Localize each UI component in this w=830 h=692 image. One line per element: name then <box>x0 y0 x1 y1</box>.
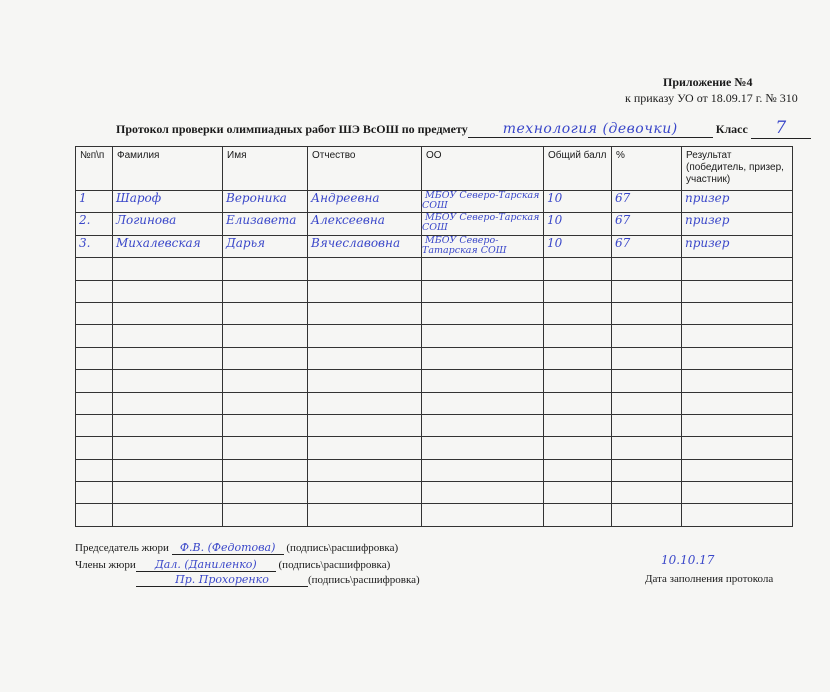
table-row <box>76 280 793 302</box>
cell-percent-value <box>612 504 615 518</box>
cell-school-value <box>422 280 425 291</box>
cell-result <box>682 437 793 459</box>
cell-school-value <box>422 414 425 425</box>
cell-patronymic-value <box>308 325 311 339</box>
cell-name-value <box>223 303 226 317</box>
cell-number-value <box>76 303 79 317</box>
cell-total-score <box>544 459 612 481</box>
cell-patronymic <box>308 235 422 257</box>
cell-school <box>422 482 544 504</box>
cell-number-value <box>76 482 79 496</box>
cell-school <box>422 235 544 257</box>
cell-total-score-value: 10 <box>547 213 563 228</box>
cell-name-value <box>223 393 226 407</box>
cell-percent-value: 67 <box>615 235 631 250</box>
table-row <box>76 482 793 504</box>
cell-surname-value <box>113 370 116 384</box>
cell-percent <box>612 325 682 347</box>
cell-school <box>422 191 544 213</box>
table-row <box>76 414 793 436</box>
cell-name-value <box>223 437 226 451</box>
chair-line <box>75 541 398 555</box>
cell-surname <box>113 191 223 213</box>
cell-total-score-value <box>544 393 547 407</box>
cell-number <box>76 347 113 369</box>
cell-patronymic <box>308 347 422 369</box>
cell-surname-value <box>113 258 116 272</box>
cell-result <box>682 325 793 347</box>
cell-result <box>682 370 793 392</box>
col-header-patronymic: Отчество <box>308 147 422 191</box>
col-header-number: №п\п <box>76 147 113 191</box>
cell-school <box>422 504 544 526</box>
cell-result <box>682 347 793 369</box>
cell-number <box>76 325 113 347</box>
cell-number-value: 3. <box>79 235 91 250</box>
cell-percent <box>612 258 682 280</box>
cell-percent-value <box>612 325 615 339</box>
class-field: 7 <box>751 118 811 139</box>
cell-name <box>223 347 308 369</box>
cell-school <box>422 392 544 414</box>
cell-result-value: призер <box>685 213 730 228</box>
cell-surname-value <box>113 437 116 451</box>
cell-result-value <box>682 393 685 407</box>
cell-percent-value: 67 <box>615 213 631 228</box>
cell-total-score-value: 10 <box>547 235 563 250</box>
cell-total-score-value <box>544 370 547 384</box>
cell-surname-value: Шароф <box>116 191 162 205</box>
cell-name-value <box>223 415 226 429</box>
cell-surname <box>113 213 223 235</box>
chair-signature: Ф.В. (Федотова) <box>172 541 284 555</box>
table-row <box>76 437 793 459</box>
cell-percent-value <box>612 393 615 407</box>
cell-school-value <box>422 482 425 493</box>
cell-total-score-value <box>544 437 547 451</box>
cell-number-value <box>76 504 79 518</box>
member2-signature: Пр. Прохоренко <box>136 573 308 587</box>
col-header-percent: % <box>612 147 682 191</box>
cell-school <box>422 414 544 436</box>
cell-percent-value <box>612 415 615 429</box>
col-header-surname: Фамилия <box>113 147 223 191</box>
cell-total-score <box>544 437 612 459</box>
cell-surname <box>113 504 223 526</box>
cell-result <box>682 482 793 504</box>
cell-patronymic-value <box>308 504 311 518</box>
cell-percent <box>612 414 682 436</box>
cell-total-score <box>544 280 612 302</box>
table-row <box>76 302 793 324</box>
cell-number-value <box>76 348 79 362</box>
cell-patronymic-value <box>308 393 311 407</box>
cell-percent-value <box>612 281 615 295</box>
cell-total-score <box>544 370 612 392</box>
cell-result <box>682 459 793 481</box>
cell-patronymic <box>308 325 422 347</box>
cell-name <box>223 459 308 481</box>
cell-name-value: Елизавета <box>226 213 297 228</box>
cell-percent <box>612 235 682 257</box>
cell-total-score <box>544 504 612 526</box>
cell-total-score-value: 10 <box>547 191 563 205</box>
cell-surname-value <box>113 393 116 407</box>
cell-percent <box>612 347 682 369</box>
cell-result <box>682 280 793 302</box>
cell-patronymic <box>308 392 422 414</box>
col-header-name: Имя <box>223 147 308 191</box>
cell-result-value <box>682 460 685 474</box>
cell-percent-value <box>612 258 615 272</box>
cell-patronymic <box>308 258 422 280</box>
cell-result-value <box>682 258 685 272</box>
cell-result <box>682 213 793 235</box>
cell-school <box>422 459 544 481</box>
cell-number-value <box>76 281 79 295</box>
col-header-total-score: Общий балл <box>544 147 612 191</box>
cell-surname <box>113 370 223 392</box>
protocol-heading <box>116 118 811 139</box>
cell-patronymic <box>308 482 422 504</box>
cell-patronymic-value <box>308 437 311 451</box>
cell-surname <box>113 325 223 347</box>
cell-surname-value <box>113 504 116 518</box>
cell-surname <box>113 437 223 459</box>
cell-result-value <box>682 504 685 518</box>
cell-name <box>223 258 308 280</box>
cell-total-score <box>544 235 612 257</box>
cell-school-value <box>422 302 425 313</box>
date-label: Дата заполнения протокола <box>645 573 774 585</box>
cell-result-value: призер <box>685 191 730 205</box>
cell-percent <box>612 280 682 302</box>
cell-number-value <box>76 437 79 451</box>
cell-number <box>76 302 113 324</box>
cell-patronymic-value: Вячеславовна <box>311 235 401 250</box>
cell-surname <box>113 235 223 257</box>
class-label: Класс <box>715 122 748 136</box>
cell-school-value <box>422 347 425 358</box>
cell-surname-value: Логинова <box>116 213 177 228</box>
cell-total-score-value <box>544 281 547 295</box>
cell-total-score <box>544 302 612 324</box>
cell-name <box>223 191 308 213</box>
cell-percent <box>612 370 682 392</box>
cell-surname <box>113 392 223 414</box>
cell-name <box>223 325 308 347</box>
cell-total-score <box>544 191 612 213</box>
col-header-result: Результат (победитель, призер, участник) <box>682 147 793 191</box>
cell-surname-value <box>113 325 116 339</box>
cell-patronymic-value <box>308 281 311 295</box>
table-header-row <box>76 147 793 191</box>
cell-surname <box>113 414 223 436</box>
cell-school-value: МБОУ Северо-Татарская СОШ <box>422 235 507 256</box>
cell-total-score <box>544 482 612 504</box>
cell-total-score <box>544 414 612 436</box>
cell-result <box>682 414 793 436</box>
cell-total-score-value <box>544 303 547 317</box>
cell-percent <box>612 302 682 324</box>
cell-number <box>76 504 113 526</box>
cell-patronymic <box>308 370 422 392</box>
cell-school-value: МБОУ Северо-Тарская СОШ <box>422 190 540 211</box>
member2-line <box>136 573 420 587</box>
cell-name <box>223 302 308 324</box>
cell-percent <box>612 504 682 526</box>
cell-patronymic-value <box>308 460 311 474</box>
cell-school-value <box>422 392 425 403</box>
table-row <box>76 370 793 392</box>
cell-surname-value <box>113 281 116 295</box>
cell-number-value <box>76 325 79 339</box>
cell-surname <box>113 482 223 504</box>
chair-suffix: (подпись\расшифровка) <box>286 542 399 554</box>
cell-name <box>223 213 308 235</box>
results-table <box>75 146 793 527</box>
cell-name <box>223 280 308 302</box>
cell-school-value <box>422 325 425 336</box>
cell-number <box>76 213 113 235</box>
cell-result <box>682 302 793 324</box>
cell-patronymic <box>308 414 422 436</box>
cell-surname <box>113 459 223 481</box>
cell-percent-value <box>612 348 615 362</box>
table-row <box>76 191 793 213</box>
cell-school <box>422 302 544 324</box>
member1-signature: Дал. (Даниленко) <box>136 558 276 572</box>
cell-number-value <box>76 415 79 429</box>
cell-percent-value <box>612 460 615 474</box>
table-row <box>76 347 793 369</box>
cell-patronymic-value <box>308 370 311 384</box>
cell-school <box>422 437 544 459</box>
cell-result <box>682 235 793 257</box>
cell-total-score-value <box>544 325 547 339</box>
cell-surname <box>113 302 223 324</box>
cell-school-value <box>422 504 425 515</box>
table-row <box>76 392 793 414</box>
cell-name <box>223 414 308 436</box>
cell-number <box>76 370 113 392</box>
cell-number <box>76 482 113 504</box>
cell-name-value <box>223 370 226 384</box>
protocol-text: Протокол проверки олимпиадных работ ШЭ ВсОШ по предмету <box>116 122 468 136</box>
cell-patronymic <box>308 191 422 213</box>
cell-total-score <box>544 258 612 280</box>
cell-total-score-value <box>544 348 547 362</box>
cell-name <box>223 235 308 257</box>
cell-percent-value <box>612 482 615 496</box>
cell-school <box>422 213 544 235</box>
cell-result-value <box>682 415 685 429</box>
chair-label: Председатель жюри <box>75 542 169 554</box>
cell-name-value <box>223 348 226 362</box>
cell-number <box>76 280 113 302</box>
cell-percent <box>612 459 682 481</box>
cell-patronymic <box>308 437 422 459</box>
cell-school <box>422 280 544 302</box>
cell-patronymic <box>308 280 422 302</box>
cell-name-value: Вероника <box>226 191 287 205</box>
cell-school-value: МБОУ Северо-Тарская СОШ <box>422 212 540 234</box>
cell-name <box>223 370 308 392</box>
cell-total-score-value <box>544 258 547 272</box>
cell-result-value <box>682 482 685 496</box>
cell-percent <box>612 191 682 213</box>
cell-name-value <box>223 482 226 496</box>
cell-patronymic-value: Андреевна <box>311 191 380 205</box>
cell-name <box>223 437 308 459</box>
cell-name-value <box>223 504 226 518</box>
cell-patronymic <box>308 302 422 324</box>
cell-percent <box>612 482 682 504</box>
cell-patronymic <box>308 504 422 526</box>
cell-percent-value <box>612 370 615 384</box>
cell-number <box>76 258 113 280</box>
cell-result <box>682 191 793 213</box>
cell-surname-value <box>113 460 116 474</box>
subject-field: технология (девочки) <box>468 121 713 138</box>
cell-percent <box>612 213 682 235</box>
cell-surname <box>113 280 223 302</box>
cell-result-value <box>682 437 685 451</box>
cell-school <box>422 325 544 347</box>
cell-number <box>76 459 113 481</box>
members-label: Члены жюри <box>75 559 136 571</box>
cell-total-score <box>544 325 612 347</box>
cell-number-value: 2. <box>79 213 91 228</box>
cell-name-value <box>223 460 226 474</box>
cell-percent <box>612 437 682 459</box>
member2-suffix: (подпись\расшифровка) <box>308 574 420 586</box>
cell-result-value <box>682 303 685 317</box>
cell-name <box>223 504 308 526</box>
cell-patronymic <box>308 459 422 481</box>
cell-surname-value <box>113 303 116 317</box>
cell-surname-value <box>113 348 116 362</box>
cell-patronymic <box>308 213 422 235</box>
cell-total-score-value <box>544 460 547 474</box>
cell-name-value <box>223 325 226 339</box>
cell-result-value <box>682 348 685 362</box>
cell-number <box>76 437 113 459</box>
table-row <box>76 459 793 481</box>
cell-patronymic-value: Алексеевна <box>311 213 385 228</box>
cell-number <box>76 191 113 213</box>
cell-school-value <box>422 258 425 269</box>
cell-patronymic-value <box>308 482 311 496</box>
cell-result-value <box>682 370 685 384</box>
cell-name-value <box>223 258 226 272</box>
appendix-title: Приложение №4 <box>663 75 753 89</box>
cell-school-value <box>422 459 425 470</box>
cell-total-score <box>544 213 612 235</box>
cell-number-value: 1 <box>79 191 87 205</box>
cell-total-score-value <box>544 415 547 429</box>
cell-percent-value <box>612 437 615 451</box>
cell-surname <box>113 347 223 369</box>
cell-name <box>223 482 308 504</box>
cell-school-value <box>422 437 425 448</box>
cell-total-score <box>544 347 612 369</box>
cell-result <box>682 258 793 280</box>
date-value: 10.10.17 <box>661 553 715 567</box>
cell-name-value: Дарья <box>226 235 266 250</box>
cell-number-value <box>76 393 79 407</box>
cell-patronymic-value <box>308 415 311 429</box>
cell-surname <box>113 258 223 280</box>
cell-result-value <box>682 281 685 295</box>
cell-school <box>422 258 544 280</box>
table-row <box>76 504 793 526</box>
cell-percent-value <box>612 303 615 317</box>
cell-number <box>76 392 113 414</box>
cell-percent <box>612 392 682 414</box>
cell-surname-value <box>113 415 116 429</box>
cell-result <box>682 392 793 414</box>
cell-surname-value: Михалевская <box>116 235 201 250</box>
cell-school-value <box>422 370 425 381</box>
table-row <box>76 325 793 347</box>
cell-patronymic-value <box>308 258 311 272</box>
col-header-school: ОО <box>422 147 544 191</box>
cell-school <box>422 347 544 369</box>
cell-result <box>682 504 793 526</box>
cell-number <box>76 235 113 257</box>
cell-result-value <box>682 325 685 339</box>
member1-suffix: (подпись\расшифровка) <box>278 559 391 571</box>
cell-school <box>422 370 544 392</box>
cell-name-value <box>223 281 226 295</box>
cell-number-value <box>76 370 79 384</box>
cell-number-value <box>76 258 79 272</box>
table-row <box>76 258 793 280</box>
cell-number <box>76 414 113 436</box>
cell-total-score <box>544 392 612 414</box>
cell-number-value <box>76 460 79 474</box>
cell-surname-value <box>113 482 116 496</box>
member1-line <box>75 558 390 572</box>
cell-total-score-value <box>544 482 547 496</box>
cell-patronymic-value <box>308 303 311 317</box>
appendix-order: к приказу УО от 18.09.17 г. № 310 <box>625 91 798 105</box>
cell-total-score-value <box>544 504 547 518</box>
cell-patronymic-value <box>308 348 311 362</box>
table-row <box>76 235 793 257</box>
table-row <box>76 213 793 235</box>
cell-result-value: призер <box>685 235 730 250</box>
cell-percent-value: 67 <box>615 191 631 205</box>
cell-name <box>223 392 308 414</box>
